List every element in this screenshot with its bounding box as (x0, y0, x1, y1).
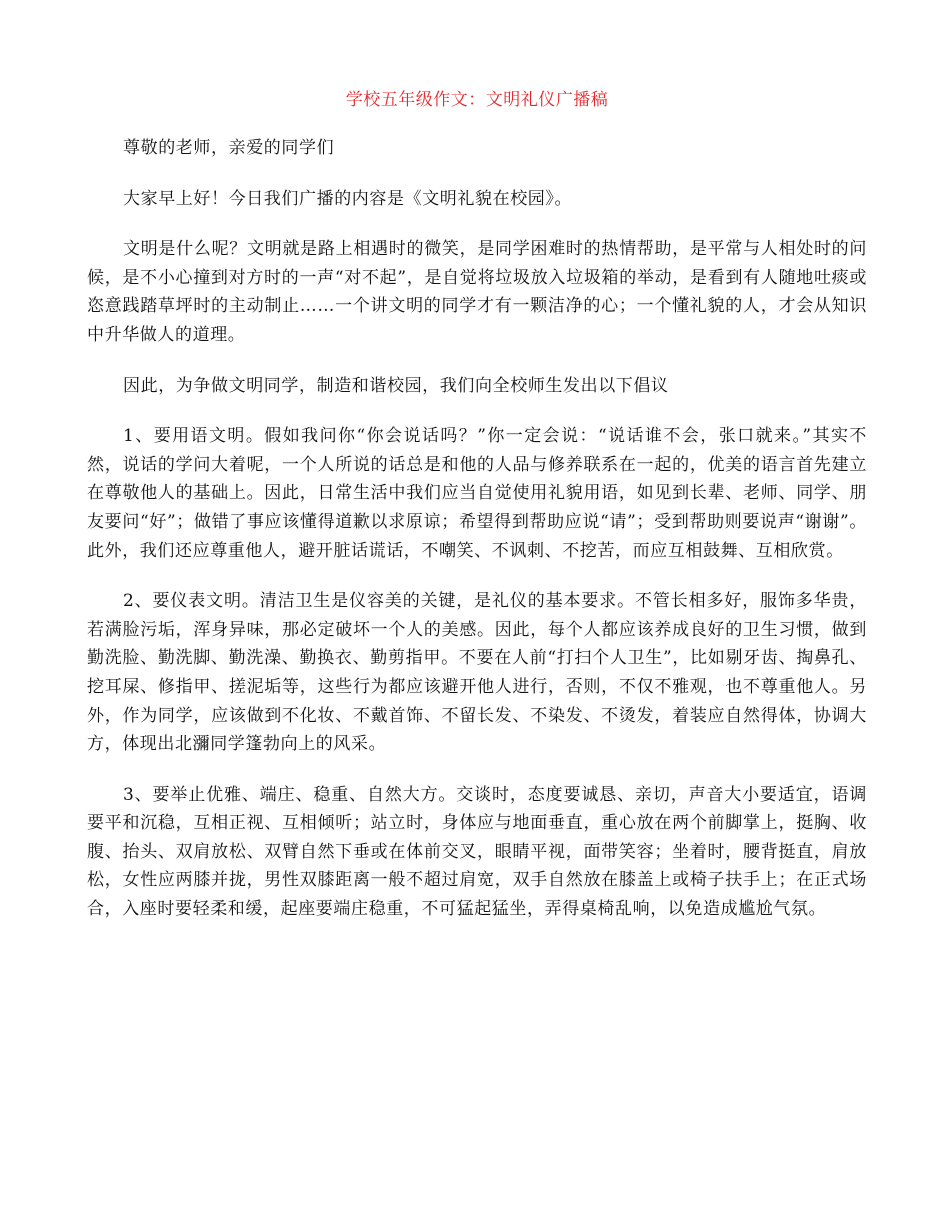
proposal-item-appearance: 2、要仪表文明。清洁卫生是仪容美的关键，是礼仪的基本要求。不管长相多好，服饰多华贵，若满脸污垢，浑身异味，那必定破坏一个人的美感。因此，每个人都应该养成良好的卫生习惯，做到勤洗脸、勤洗脚、勤洗澡、勤换衣、勤剪指甲。不要在人前“打扫个人卫生”，比如剔牙齿、掏鼻孔、挖耳屎、修指甲、搓泥垢等，这些行为都应该避开他人进行，否则，不仅不雅观，也不尊重他人。另外，作为同学，应该做到不化妆、不戴首饰、不留长发、不染发、不烫发，着装应自然得体，协调大方，体现出北瀰同学篷勃向上的风采。 (87, 591, 867, 755)
greeting-paragraph: 大家早上好！今日我们广播的内容是《文明礼貌在校园》。 (123, 188, 573, 209)
document-title: 学校五年级作文：文明礼仪广播稿 (345, 90, 609, 110)
proposal-item-speech: 1、要用语文明。假如我问你“你会说话吗？”你一定会说：“说话谁不会，张口就来。”其实不然，说话的学问大着呢，一个人所说的话总是和他的人品与修养联系在一起的，优美的语言首先建立在尊敬他人的基础上。因此，日常生活中我们应当自觉使用礼貌用语，如见到长辈、老师、同学、朋友要问“好”；做错了事应该懂得道歉以求原谅；希望得到帮助应说“请”；受到帮助则要说声“谢谢”。此外，我们还应尊重他人，避开脏话谎话，不嘲笑、不讽刺、不挖苦，而应互相鼓舞、互相欣赏。 (87, 426, 867, 561)
salutation-paragraph: 尊敬的老师，亲爱的同学们 (123, 138, 335, 158)
proposal-item-manners: 3、要举止优雅、端庄、稳重、自然大方。交谈时，态度要诚恳、亲切，声音大小要适宜，语调要平和沉稳，互相正视、互相倾听；站立时，身体应与地面垂直，重心放在两个前脚掌上，挺胸、收腹、抬头、双肩放松、双臂自然下垂或在体前交叉，眼睛平视，面带笑容；坐着时，腰背挺直，肩放松，女性应两膝并拢，男性双膝距离一般不超过肩宽，双手自然放在膝盖上或椅子扶手上；在正式场合，入座时要轻柔和缓，起座要端庄稳重，不可猛起猛坐，弄得桌椅乱响，以免造成尴尬气氛。 (87, 784, 867, 920)
civility-definition-paragraph: 文明是什么呢？文明就是路上相遇时的微笑，是同学困难时的热情帮助，是平常与人相处时的问候，是不小心撞到对方时的一声“对不起”，是自觉将垃圾放入垃圾箱的举动，是看到有人随地吐痰或恣意践踏草坪时的主动制止……一个讲文明的同学才有一颗洁净的心；一个懂礼貌的人，才会从知识中升华做人的道理。 (87, 239, 867, 345)
proposal-intro-paragraph: 因此，为争做文明同学，制造和谐校园，我们向全校师生发出以下倡议 (123, 375, 669, 396)
